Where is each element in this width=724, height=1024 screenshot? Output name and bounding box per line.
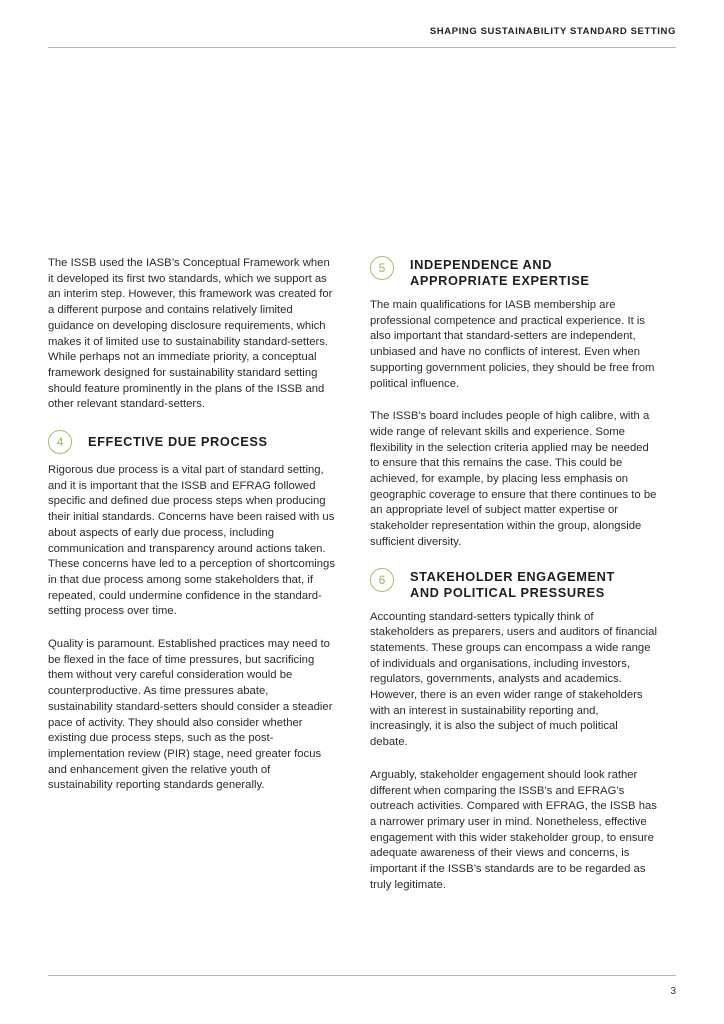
section-4-paragraph: Quality is paramount. Established practices may need to be flexed in the face of time pressures, but sacrificing them without very careful consideration would be counterproductive. As time pressures abate, sustainability standard-setters should consider a steadier pace of activity. They should also consider whether existing due process steps, such as the post-implementation review (PIR) stage, need greater focus and enhancement given the relative youth of sustainability reporting standards generally. xyxy=(48,638,333,792)
section-5-paragraph: The main qualifications for IASB membership are professional competence and practical experience. It is also important that standard-setters are independent, unbiased and have no conflicts of interest. Even when supporting government policies, they should be free from political influence. xyxy=(370,299,655,390)
left-column xyxy=(48,256,336,811)
section-4-paragraph: Rigorous due process is a vital part of standard setting, and it is important that the ISSB and EFRAG followed specific and defined due process steps when producing their initial standards. Concerns have been raised with us about aspects of early due process, including communication and transparency around actions taken. These concerns have led to a perception of shortcomings in that due process among some stakeholders that, if repeated, could undermine confidence in the standard-setting process over time. xyxy=(48,464,335,618)
section-title-line: STAKEHOLDER ENGAGEMENT xyxy=(410,568,615,584)
page-number: 3 xyxy=(670,986,676,997)
section-title xyxy=(410,256,589,289)
section-6-paragraph: Arguably, stakeholder engagement should look rather different when comparing the ISSB’s and EFRAG’s outreach activities. Compared with EFRAG, the ISSB has a narrower primary user in mind. Nonetheless, effective engagement with this wider stakeholder group, to ensure adequate awareness of their views and concerns, is important if the ISSB’s standards are to be regarded as truly legitimate. xyxy=(370,768,657,891)
section-6-heading xyxy=(370,568,658,601)
section-6-paragraph: Accounting standard-setters typically think of stakeholders as preparers, users and auditors of financial statements. These groups can encompass a wide range of individuals and organisations, including investors, regulators, governments, analysts and academics. However, there is an even wider range of stakeholders with an interest in sustainability reporting and, increasingly, it is also the subject of much political debate. xyxy=(370,610,657,749)
section-title: EFFECTIVE DUE PROCESS xyxy=(88,434,268,450)
header-divider xyxy=(48,47,676,48)
section-5-heading xyxy=(370,256,658,289)
running-header-title: SHAPING SUSTAINABILITY STANDARD SETTING xyxy=(429,26,676,37)
section-title xyxy=(410,568,615,601)
section-title-line: INDEPENDENCE AND xyxy=(410,257,553,272)
section-title-line: AND POLITICAL PRESSURES xyxy=(410,584,605,600)
section-number-badge: 5 xyxy=(370,256,394,280)
right-column xyxy=(370,256,658,911)
section-5-paragraph: The ISSB’s board includes people of high calibre, with a wide range of relevant skills and experience. Some flexibility in the selection criteria applied may be needed to ensure that this remains the case. This could be achieved, for example, by placing less emphasis on geographic coverage to ensure that there continues to be an appropriate level of subject matter expertise or stakeholder representation within the group, alongside sufficient diversity. xyxy=(370,410,657,548)
intro-paragraph: The ISSB used the IASB’s Conceptual Framework when it developed its first two standards, which we support as an interim step. However, this framework was created for a different purpose and contains relatively limited guidance on developing disclosure requirements, which makes it of limited use to sustainability standard-setters. While perhaps not an immediate priority, a conceptual framework designed for sustainability standard setting should feature prominently in the plans of the ISSB and other relevant standard-setters. xyxy=(48,257,333,411)
footer-divider xyxy=(48,975,676,976)
section-title-line: APPROPRIATE EXPERTISE xyxy=(410,273,590,288)
section-4-heading xyxy=(48,430,336,454)
section-number-badge: 6 xyxy=(370,568,394,592)
section-number-badge: 4 xyxy=(48,430,72,454)
